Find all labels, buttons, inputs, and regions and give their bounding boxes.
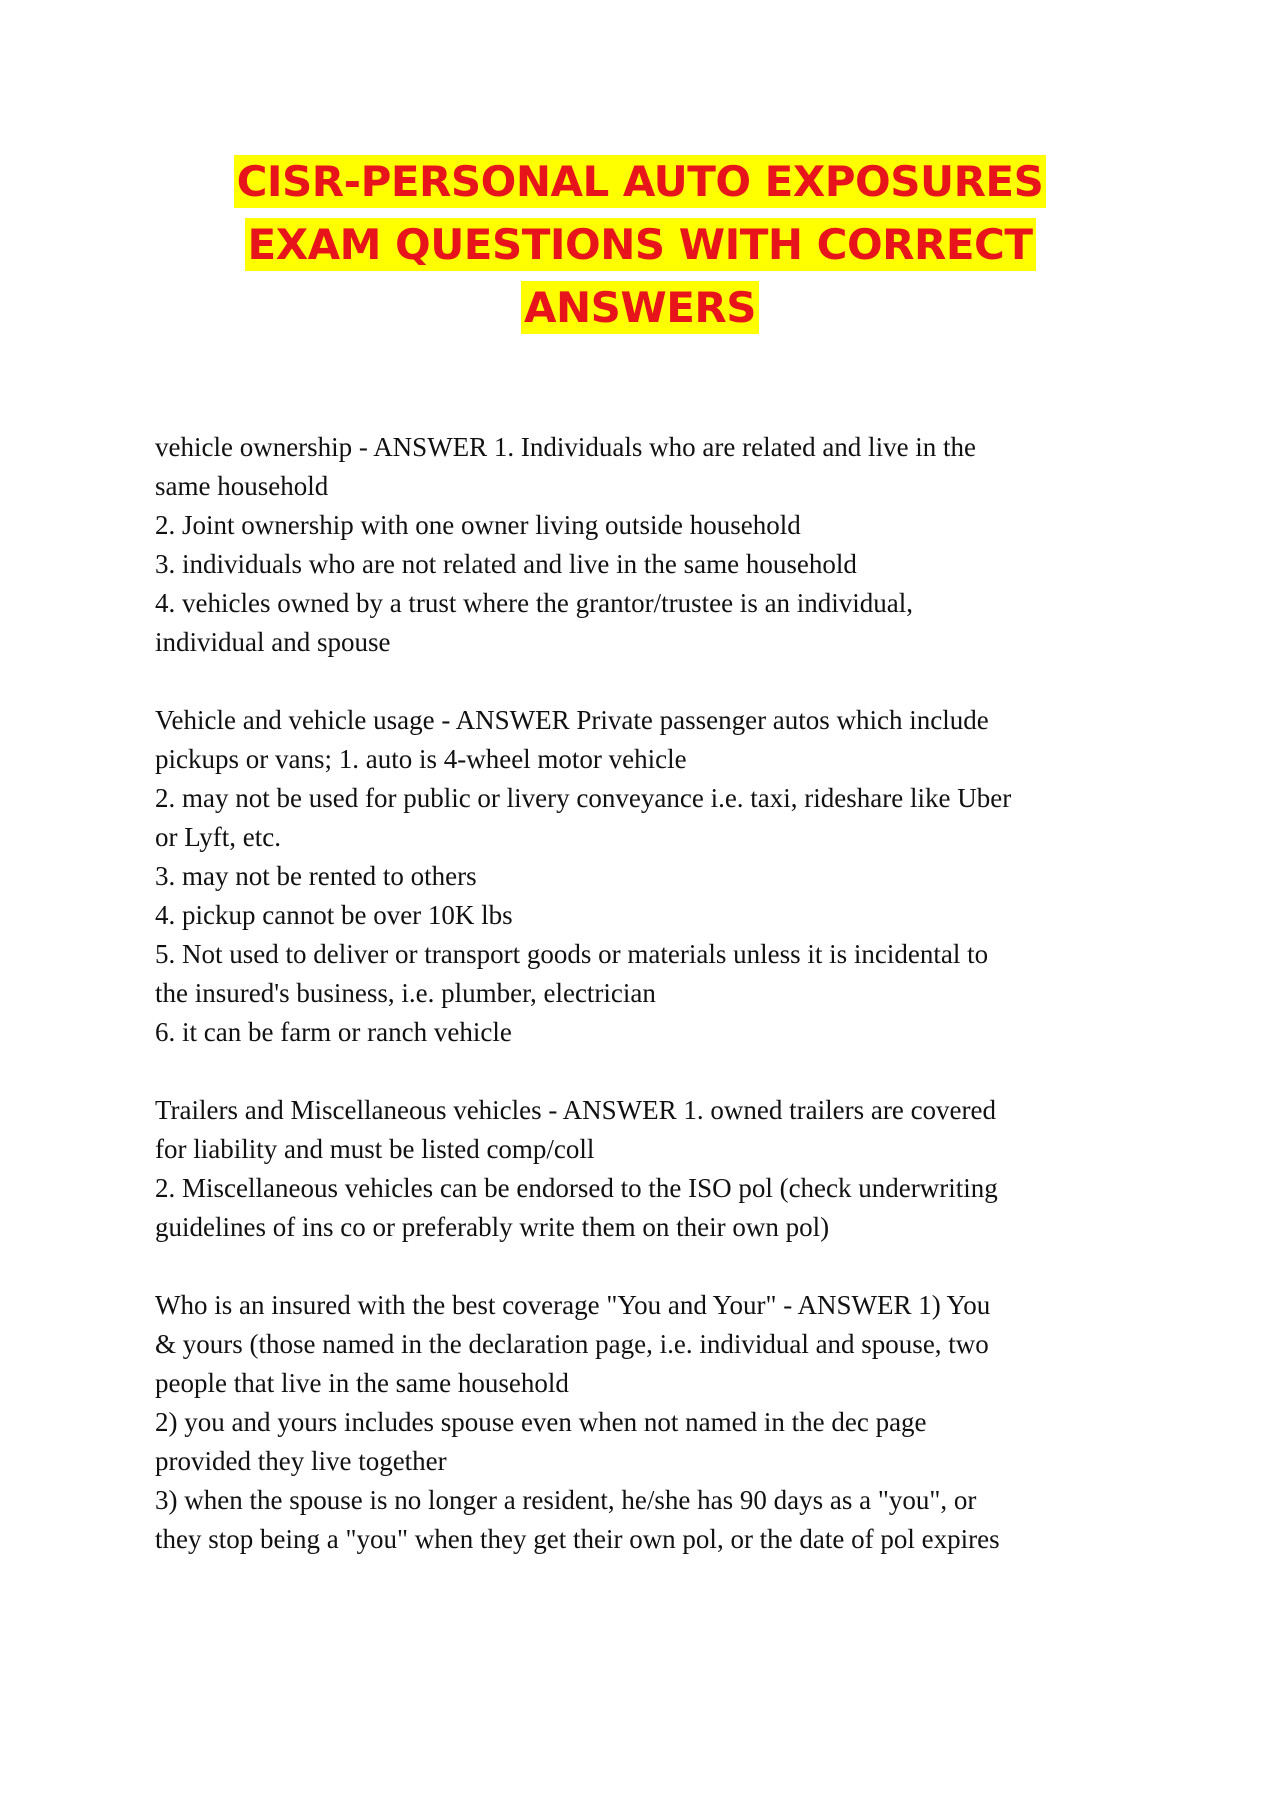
qa-entry-who-is-insured — [155, 1286, 1135, 1559]
qa-entry-vehicle-usage — [155, 701, 1135, 1052]
text-line: guidelines of ins co or preferably write them on their own pol) — [155, 1212, 830, 1242]
text-line: Vehicle and vehicle usage - ANSWER Private passenger autos which include — [155, 705, 989, 735]
text-line: vehicle ownership - ANSWER 1. Individuals who are related and live in the — [155, 432, 977, 462]
text-line: 2. may not be used for public or livery conveyance i.e. taxi, rideshare like Uber — [155, 783, 1012, 813]
title-line-2: EXAM QUESTIONS WITH CORRECT — [140, 213, 1140, 276]
text-line: 6. it can be farm or ranch vehicle — [155, 1017, 512, 1047]
text-line: 4. pickup cannot be over 10K lbs — [155, 900, 513, 930]
text-line: the insured's business, i.e. plumber, electrician — [155, 978, 656, 1008]
text-line: pickups or vans; 1. auto is 4-wheel motor vehicle — [155, 744, 687, 774]
document-title — [140, 150, 1140, 339]
text-line: Trailers and Miscellaneous vehicles - ANSWER 1. owned trailers are covered — [155, 1095, 997, 1125]
text-line: or Lyft, etc. — [155, 822, 281, 852]
text-line: individual and spouse — [155, 627, 391, 657]
text-line: provided they live together — [155, 1446, 447, 1476]
qa-entry-vehicle-ownership — [155, 428, 1135, 662]
text-line: they stop being a "you" when they get their own pol, or the date of pol expires — [155, 1524, 1000, 1554]
text-line: 2. Miscellaneous vehicles can be endorsed to the ISO pol (check underwriting — [155, 1173, 998, 1203]
text-line: 3) when the spouse is no longer a resident, he/she has 90 days as a "you", or — [155, 1485, 977, 1515]
text-line: & yours (those named in the declaration page, i.e. individual and spouse, two — [155, 1329, 989, 1359]
text-line: 5. Not used to deliver or transport goods or materials unless it is incidental to — [155, 939, 989, 969]
qa-entry-trailers — [155, 1091, 1135, 1247]
text-line: 3. individuals who are not related and live in the same household — [155, 549, 857, 579]
qa-list — [155, 428, 1135, 1598]
title-line-3: ANSWERS — [140, 276, 1140, 339]
text-line: 4. vehicles owned by a trust where the grantor/trustee is an individual, — [155, 588, 914, 618]
text-line: same household — [155, 471, 329, 501]
text-line: 2) you and yours includes spouse even when not named in the dec page — [155, 1407, 927, 1437]
text-line: Who is an insured with the best coverage "You and Your" - ANSWER 1) You — [155, 1290, 991, 1320]
text-line: 2. Joint ownership with one owner living outside household — [155, 510, 801, 540]
text-line: for liability and must be listed comp/coll — [155, 1134, 595, 1164]
text-line: people that live in the same household — [155, 1368, 569, 1398]
text-line: 3. may not be rented to others — [155, 861, 477, 891]
title-line-1: CISR-PERSONAL AUTO EXPOSURES — [140, 150, 1140, 213]
